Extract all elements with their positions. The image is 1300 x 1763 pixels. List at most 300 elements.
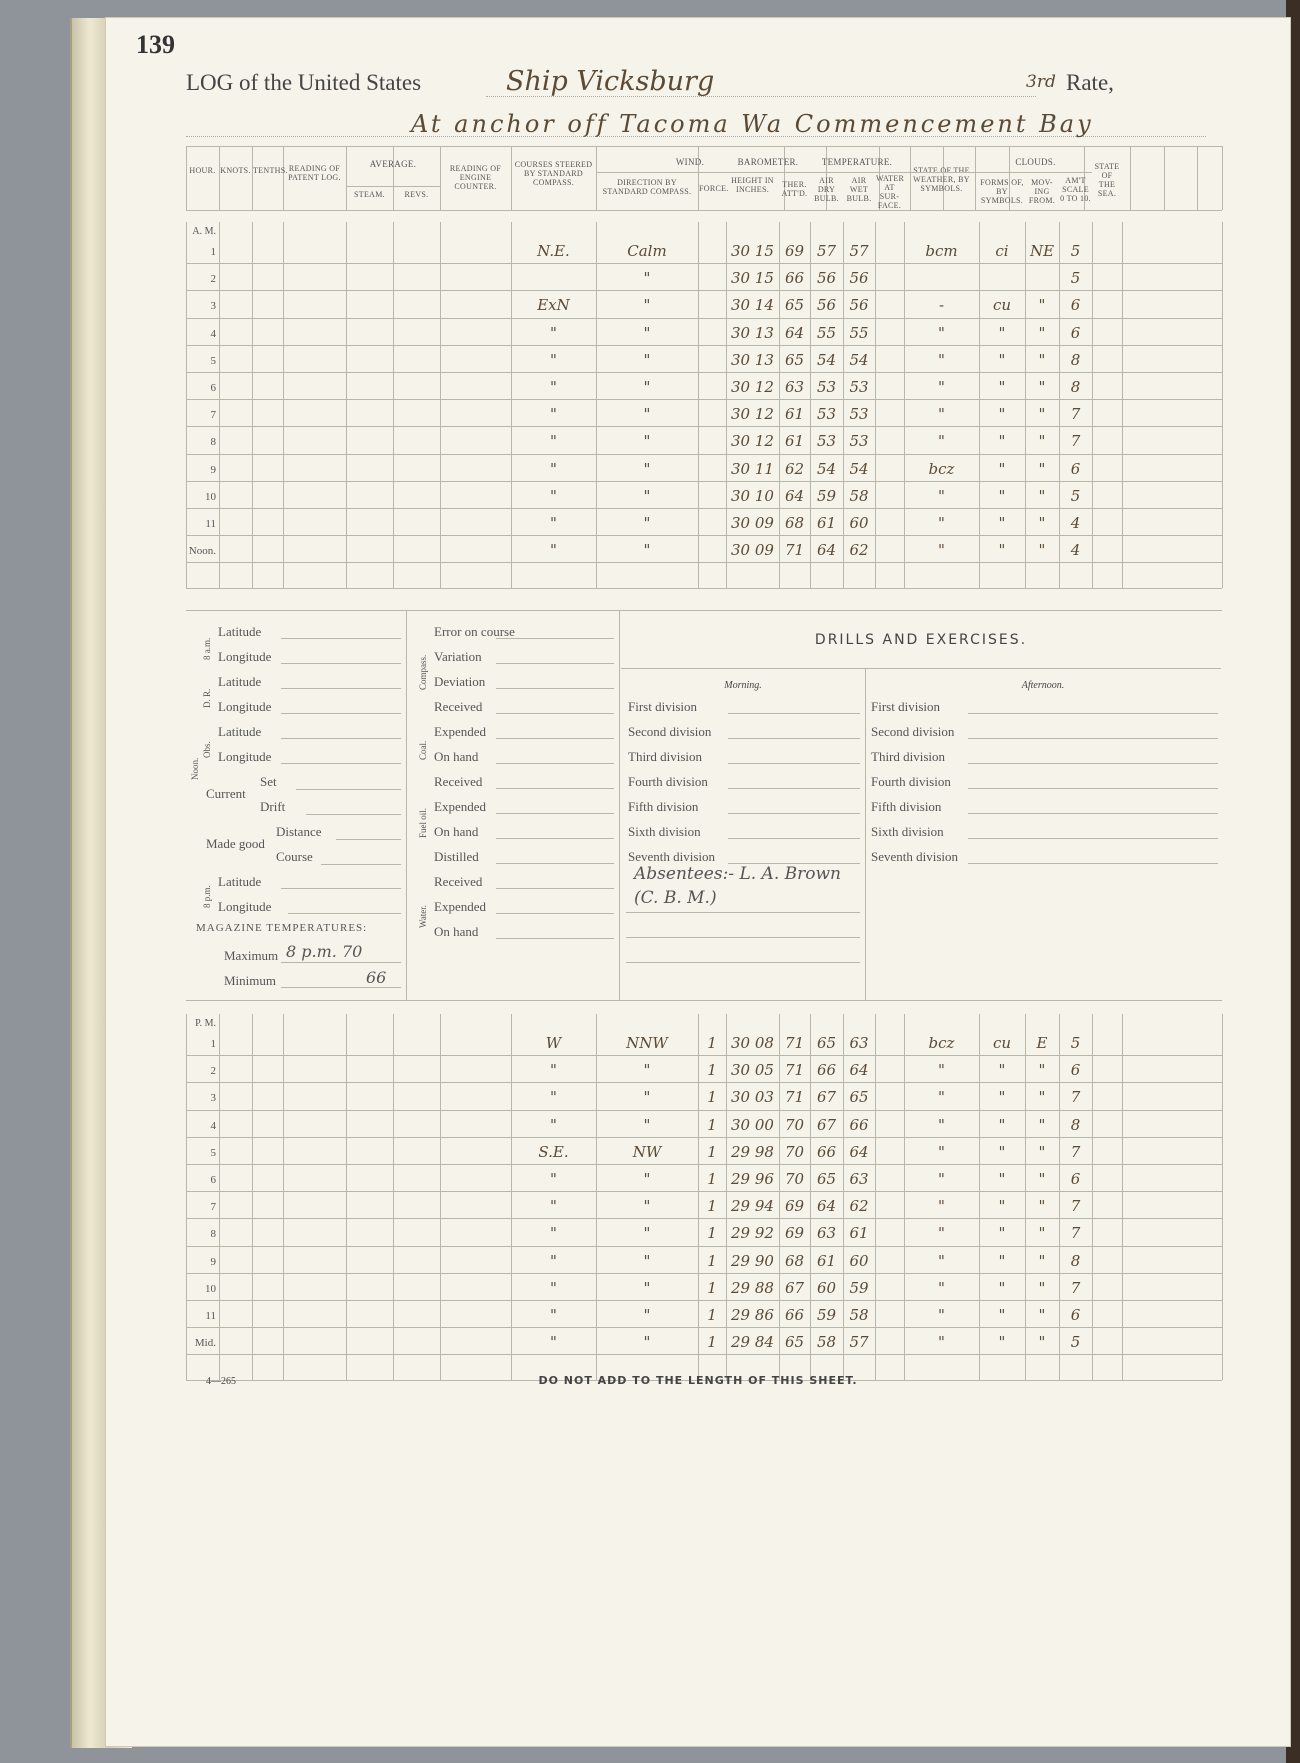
- pm-weather-cell: ": [938, 1306, 945, 1324]
- am-baro-cell: 30 12: [731, 432, 774, 451]
- length-notice: DO NOT ADD TO THE LENGTH OF THIS SHEET.: [538, 1374, 858, 1387]
- header-wind-direction: DIRECTION BY STANDARD COMPASS.: [602, 178, 692, 196]
- row-rule: [186, 1055, 1222, 1056]
- row-rule: [186, 399, 1222, 400]
- ship-name: Ship Vicksburg: [506, 66, 715, 97]
- pm-ther-cell: 71: [784, 1061, 805, 1080]
- pm-wet-cell: 58: [849, 1306, 869, 1324]
- header-temperature: TEMPERATURE.: [821, 157, 893, 167]
- pm-wind-cell: ": [643, 1251, 651, 1270]
- pm-force-cell: 1: [707, 1306, 717, 1324]
- am-moving-cell: ": [1038, 350, 1046, 369]
- pm-weather-cell: ": [938, 1224, 945, 1243]
- am-ther-cell: 65: [784, 350, 805, 369]
- hour-cell: 9: [210, 463, 216, 476]
- group-noon: Noon.: [190, 757, 200, 780]
- row-rule: [186, 562, 1222, 563]
- am-baro-cell: 30 14: [731, 296, 774, 315]
- pm-dry-cell: 65: [816, 1170, 837, 1188]
- pm-baro-cell: 30 08: [731, 1034, 774, 1052]
- am-forms-cell: ": [998, 405, 1006, 424]
- pm-force-cell: 1: [707, 1142, 717, 1161]
- row-rule: [186, 508, 1222, 509]
- magazine-min-value: 66: [366, 968, 387, 987]
- pm-forms-cell: ": [998, 1061, 1006, 1080]
- am-wet-cell: 62: [849, 541, 869, 560]
- am-baro-cell: 30 09: [731, 541, 774, 560]
- am-amt-cell: 6: [1070, 296, 1081, 315]
- hour-cell: 7: [210, 409, 216, 422]
- position-longitude: Longitude: [218, 649, 272, 664]
- am-amt-cell: 8: [1070, 378, 1081, 396]
- pm-moving-cell: ": [1038, 1061, 1046, 1080]
- row-rule: [186, 345, 1222, 346]
- row-rule: [186, 1191, 1222, 1192]
- row-rule: [186, 1137, 1222, 1138]
- compass-error: Error on course: [434, 624, 515, 639]
- magazine-max-value: 8 p.m. 70: [286, 942, 363, 961]
- division-line: [728, 738, 860, 739]
- ruled-line: [296, 789, 401, 790]
- magazine-minimum: Minimum: [224, 973, 277, 988]
- position-latitude: Latitude: [218, 674, 262, 689]
- pm-force-cell: 1: [707, 1115, 717, 1134]
- pm-wind-cell: NNW: [626, 1034, 668, 1052]
- am-dry-cell: 54: [816, 350, 837, 369]
- pm-course-cell: ": [550, 1197, 557, 1216]
- am-wind-cell: ": [643, 269, 651, 288]
- ruled-line: [281, 962, 401, 963]
- row-rule: [186, 263, 1222, 264]
- pm-baro-cell: 29 96: [731, 1170, 774, 1188]
- pm-dry-cell: 66: [816, 1142, 837, 1161]
- row-rule: [186, 1327, 1222, 1328]
- compass-on-hand: On hand: [434, 924, 479, 939]
- pm-wet-cell: 59: [849, 1278, 869, 1297]
- hour-cell: 8: [210, 1228, 216, 1241]
- ruled-line: [281, 987, 401, 988]
- row-rule: [186, 1354, 1222, 1355]
- am-baro-cell: 30 10: [731, 486, 774, 505]
- hour-cell: 3: [210, 300, 216, 313]
- column-line: [1130, 146, 1131, 210]
- position-latitude: Latitude: [218, 624, 262, 639]
- am-wet-cell: 53: [849, 405, 869, 424]
- compass-expended: Expended: [434, 724, 486, 739]
- row-rule: [186, 1218, 1222, 1219]
- header-patent-log: READING OF PATENT LOG.: [288, 164, 341, 182]
- row-rule: [186, 290, 1222, 291]
- am-forms-cell: ": [998, 486, 1006, 505]
- am-amt-cell: 4: [1070, 514, 1081, 532]
- header-steam: STEAM.: [354, 190, 385, 199]
- header-revs: REVS.: [404, 190, 429, 199]
- pm-force-cell: 1: [707, 1170, 717, 1188]
- afternoon-division: Second division: [871, 724, 955, 739]
- pm-ther-cell: 71: [784, 1088, 805, 1107]
- hour-cell: 10: [205, 1282, 216, 1295]
- drills-morning: Morning.: [724, 680, 762, 691]
- pm-dry-cell: 63: [816, 1224, 837, 1243]
- row-rule: [186, 1164, 1222, 1165]
- morning-division: Fourth division: [628, 774, 708, 789]
- compass-line: [496, 663, 614, 664]
- ruled-line: [306, 814, 401, 815]
- am-ther-cell: 61: [784, 405, 805, 424]
- pm-wind-cell: NW: [632, 1142, 662, 1161]
- afternoon-division: Fourth division: [871, 774, 951, 789]
- current-label: Current: [206, 786, 246, 801]
- row-rule: [186, 1300, 1222, 1301]
- am-baro-cell: 30 15: [731, 242, 774, 260]
- am-forms-cell: ": [998, 378, 1006, 396]
- am-wind-cell: ": [643, 432, 651, 451]
- am-dry-cell: 55: [816, 323, 837, 342]
- group-obs: Obs.: [202, 741, 212, 758]
- division-line: [968, 738, 1218, 739]
- am-dry-cell: 56: [816, 269, 837, 288]
- am-wind-cell: ": [643, 459, 651, 478]
- am-course-cell: ExN: [537, 296, 570, 315]
- pm-dry-cell: 58: [816, 1333, 837, 1352]
- am-forms-cell: ci: [995, 242, 1009, 260]
- hour-cell: 3: [210, 1092, 216, 1105]
- am-wet-cell: 57: [849, 242, 869, 260]
- division-line: [968, 813, 1218, 814]
- am-dry-cell: 53: [816, 405, 837, 424]
- pm-baro-cell: 29 90: [731, 1251, 774, 1270]
- column-line: [219, 146, 220, 210]
- group-8am: 8 a.m.: [202, 637, 212, 660]
- pm-moving-cell: ": [1038, 1197, 1046, 1216]
- absentees-rate: (C. B. M.): [634, 888, 717, 908]
- pm-weather-cell: ": [938, 1088, 945, 1107]
- pm-wind-cell: ": [643, 1170, 651, 1188]
- am-baro-cell: 30 15: [731, 269, 774, 288]
- am-weather-cell: ": [938, 405, 945, 424]
- row-rule: [186, 481, 1222, 482]
- ruled-line: [626, 962, 860, 963]
- pm-wet-cell: 60: [849, 1251, 869, 1270]
- am-ther-cell: 65: [784, 296, 805, 315]
- pm-latitude: Latitude: [218, 874, 262, 889]
- pm-weather-cell: ": [938, 1061, 945, 1080]
- pm-baro-cell: 29 94: [731, 1197, 774, 1216]
- compass-received: Received: [434, 874, 483, 889]
- am-amt-cell: 5: [1070, 486, 1081, 505]
- column-line: [393, 146, 394, 210]
- magazine-label: MAGAZINE TEMPERATURES:: [196, 922, 368, 934]
- pm-wet-cell: 64: [849, 1142, 869, 1161]
- am-course-cell: ": [550, 378, 557, 396]
- am-course-cell: ": [550, 405, 557, 424]
- am-weather-cell: bcz: [928, 459, 955, 478]
- position-longitude: Longitude: [218, 749, 272, 764]
- header-baro-height: HEIGHT IN INCHES.: [731, 176, 774, 194]
- am-ther-cell: 62: [784, 459, 805, 478]
- hour-cell: 4: [210, 327, 216, 340]
- header-cloud-moving: MOV-ING FROM.: [1028, 178, 1056, 205]
- pm-moving-cell: ": [1038, 1278, 1046, 1297]
- am-wind-cell: Calm: [627, 242, 667, 260]
- am-wet-cell: 54: [849, 350, 869, 369]
- made-good-distance: Distance: [276, 824, 322, 839]
- ruled-line: [321, 864, 401, 865]
- compass-on-hand: On hand: [434, 824, 479, 839]
- division-line: [968, 863, 1218, 864]
- am-wet-cell: 60: [849, 514, 869, 532]
- division-line: [968, 763, 1218, 764]
- pm-amt-cell: 8: [1070, 1115, 1081, 1134]
- am-ther-cell: 71: [784, 541, 805, 560]
- pm-dry-cell: 65: [816, 1034, 837, 1052]
- current-set: Set: [260, 774, 277, 789]
- pm-baro-cell: 29 84: [731, 1333, 774, 1352]
- header-courses: COURSES STEERED BY STANDARD COMPASS.: [514, 160, 593, 187]
- am-amt-cell: 6: [1070, 323, 1081, 342]
- compass-variation: Variation: [434, 649, 482, 664]
- compass-line: [496, 838, 614, 839]
- afternoon-division: Sixth division: [871, 824, 944, 839]
- column-line: [346, 146, 347, 210]
- am-amt-cell: 6: [1070, 459, 1081, 478]
- morning-division: First division: [628, 699, 697, 714]
- am-dry-cell: 61: [816, 514, 837, 532]
- am-moving-cell: ": [1038, 486, 1046, 505]
- position-line: [281, 763, 401, 764]
- am-moving-cell: ": [1038, 323, 1046, 342]
- location-line: At anchor off Tacoma Wa Commencement Bay: [411, 110, 1094, 138]
- pm-ther-cell: 67: [784, 1278, 805, 1297]
- position-longitude: Longitude: [218, 699, 272, 714]
- am-wind-cell: ": [643, 350, 651, 369]
- pm-moving-cell: ": [1038, 1224, 1046, 1243]
- hour-cell: 8: [210, 436, 216, 449]
- header-air-wet: AIR WET BULB.: [846, 176, 872, 203]
- position-line: [281, 688, 401, 689]
- am-weather-cell: ": [938, 432, 945, 451]
- row-rule: [186, 1246, 1222, 1247]
- pm-forms-cell: ": [998, 1142, 1006, 1161]
- group-fuel-oil: Fuel oil.: [418, 807, 428, 838]
- am-baro-cell: 30 09: [731, 514, 774, 532]
- pm-ther-cell: 69: [784, 1197, 805, 1216]
- row-rule: [186, 1110, 1222, 1111]
- period-label: P. M.: [195, 1018, 216, 1029]
- am-weather-cell: bcm: [925, 242, 958, 260]
- hour-cell: Mid.: [194, 1337, 216, 1350]
- pm-forms-cell: ": [998, 1115, 1006, 1134]
- header-cloud-forms: FORMS OF, BY SYMBOLS.: [980, 178, 1024, 205]
- hour-cell: 4: [210, 1119, 216, 1132]
- hour-cell: 9: [210, 1255, 216, 1268]
- pm-wet-cell: 63: [849, 1170, 869, 1188]
- mid-top-rule: [186, 610, 1222, 611]
- pm-ther-cell: 71: [784, 1034, 805, 1052]
- form-number: 4—265: [206, 1376, 236, 1387]
- pm-force-cell: 1: [707, 1224, 717, 1243]
- hour-cell: 1: [210, 246, 216, 258]
- am-ther-cell: 61: [784, 432, 805, 451]
- position-line: [281, 638, 401, 639]
- compass-line: [496, 788, 614, 789]
- afternoon-division: Seventh division: [871, 849, 959, 864]
- am-forms-cell: ": [998, 323, 1006, 342]
- header-hour: HOUR.: [189, 166, 216, 175]
- compass-line: [496, 863, 614, 864]
- am-wet-cell: 56: [849, 269, 869, 288]
- am-dry-cell: 53: [816, 378, 837, 396]
- hour-cell: 11: [205, 518, 216, 530]
- am-weather-cell: ": [938, 323, 945, 342]
- log-title-prefix: LOG of the United States: [186, 70, 422, 95]
- hour-cell: 7: [210, 1201, 216, 1214]
- header-tenths: TENTHS.: [253, 166, 288, 175]
- pm-wind-cell: ": [643, 1197, 651, 1216]
- pm-force-cell: 1: [707, 1197, 717, 1216]
- group-dr: D. R.: [202, 688, 212, 708]
- hour-cell: 5: [210, 354, 216, 367]
- division-line: [728, 713, 860, 714]
- pm-forms-cell: ": [998, 1197, 1006, 1216]
- compass-distilled: Distilled: [434, 849, 479, 864]
- baro-temp-sub-rule: [726, 172, 1092, 173]
- header-air-dry: AIR DRY BULB.: [814, 176, 839, 203]
- drills-divider: [865, 668, 866, 1000]
- pm-wet-cell: 64: [849, 1061, 869, 1080]
- pm-wind-cell: ": [643, 1115, 651, 1134]
- wind-sub-rule: [596, 172, 726, 173]
- am-dry-cell: 53: [816, 432, 837, 451]
- pm-moving-cell: ": [1038, 1142, 1046, 1161]
- pm-amt-cell: 6: [1070, 1306, 1081, 1324]
- am-dry-cell: 54: [816, 459, 837, 478]
- rate-value: 3rd: [1026, 72, 1056, 92]
- am-ther-cell: 66: [784, 269, 805, 288]
- am-wet-cell: 54: [849, 459, 869, 478]
- pm-amt-cell: 7: [1070, 1278, 1081, 1297]
- hour-cell: 6: [210, 1174, 216, 1186]
- am-wind-cell: ": [643, 541, 651, 560]
- am-forms-cell: ": [998, 432, 1006, 451]
- average-sub-rule: [346, 186, 440, 187]
- pm-course-cell: ": [550, 1333, 557, 1352]
- division-line: [728, 788, 860, 789]
- header-clouds: CLOUDS.: [1015, 157, 1056, 167]
- am-amt-cell: 4: [1070, 541, 1081, 560]
- am-wind-cell: ": [643, 486, 651, 505]
- pm-wet-cell: 66: [849, 1115, 869, 1134]
- pm-amt-cell: 7: [1070, 1088, 1081, 1107]
- am-weather-cell: ": [938, 541, 945, 560]
- compass-line: [496, 638, 614, 639]
- am-amt-cell: 5: [1070, 242, 1081, 260]
- am-baro-cell: 30 12: [731, 405, 774, 424]
- am-amt-cell: 8: [1070, 350, 1081, 369]
- am-ther-cell: 69: [784, 242, 805, 260]
- mid-divider-2: [619, 610, 620, 1000]
- hour-cell: 2: [210, 1065, 216, 1078]
- position-line: [281, 738, 401, 739]
- am-forms-cell: cu: [992, 296, 1012, 315]
- pm-wet-cell: 65: [849, 1088, 869, 1107]
- am-dry-cell: 59: [816, 486, 837, 505]
- row-rule: [186, 1082, 1222, 1083]
- pm-dry-cell: 61: [816, 1251, 837, 1270]
- am-ther-cell: 64: [784, 323, 805, 342]
- position-line: [281, 713, 401, 714]
- mid-divider-1: [406, 610, 407, 1000]
- compass-line: [496, 888, 614, 889]
- pm-weather-cell: bcz: [928, 1034, 955, 1052]
- row-rule: [186, 454, 1222, 455]
- hour-cell: 11: [205, 1310, 216, 1322]
- current-drift: Drift: [260, 799, 286, 814]
- am-wet-cell: 53: [849, 432, 869, 451]
- pm-course-cell: ": [550, 1306, 557, 1324]
- pm-forms-cell: ": [998, 1306, 1006, 1324]
- header-knots: KNOTS.: [220, 166, 251, 175]
- pm-amt-cell: 5: [1070, 1333, 1081, 1352]
- am-baro-cell: 30 13: [731, 350, 774, 369]
- pm-course-cell: ": [550, 1278, 557, 1297]
- hour-cell: Noon.: [188, 545, 216, 558]
- am-forms-cell: ": [998, 514, 1006, 532]
- compass-line: [496, 713, 614, 714]
- pm-wet-cell: 57: [849, 1333, 869, 1352]
- am-moving-cell: NE: [1029, 242, 1055, 260]
- am-dry-cell: 57: [816, 242, 837, 260]
- pm-ther-cell: 70: [784, 1170, 805, 1188]
- hour-cell: 2: [210, 273, 216, 286]
- pm-forms-cell: ": [998, 1088, 1006, 1107]
- pm-force-cell: 1: [707, 1278, 717, 1297]
- compass-on-hand: On hand: [434, 749, 479, 764]
- header-wind: WIND.: [675, 157, 705, 167]
- pm-wet-cell: 63: [849, 1034, 869, 1052]
- pm-force-cell: 1: [707, 1034, 717, 1052]
- am-dry-cell: 56: [816, 296, 837, 315]
- pm-amt-cell: 5: [1070, 1034, 1081, 1052]
- pm-course-cell: ": [550, 1115, 557, 1134]
- compass-received: Received: [434, 774, 483, 789]
- row-rule: [186, 535, 1222, 536]
- pm-baro-cell: 29 92: [731, 1224, 774, 1243]
- header-cloud-amount: AM'T SCALE 0 TO 10.: [1060, 176, 1091, 203]
- am-weather-cell: ": [938, 514, 945, 532]
- pm-longitude: Longitude: [218, 899, 272, 914]
- pm-dry-cell: 59: [816, 1306, 837, 1324]
- pm-force-cell: 1: [707, 1333, 717, 1352]
- mid-bottom-rule: [186, 1000, 1222, 1001]
- header-baro-ther: THER. ATT'D.: [781, 180, 808, 198]
- am-ther-cell: 68: [784, 514, 805, 532]
- pm-wind-cell: ": [643, 1306, 651, 1324]
- pm-ther-cell: 66: [784, 1306, 805, 1324]
- compass-received: Received: [434, 699, 483, 714]
- pm-moving-cell: ": [1038, 1088, 1046, 1107]
- compass-line: [496, 688, 614, 689]
- am-wind-cell: ": [643, 514, 651, 532]
- am-wind-cell: ": [643, 296, 651, 315]
- compass-line: [496, 763, 614, 764]
- pm-amt-cell: 7: [1070, 1142, 1081, 1161]
- am-moving-cell: ": [1038, 514, 1046, 532]
- pm-ther-cell: 70: [784, 1142, 805, 1161]
- pm-wind-cell: ": [643, 1224, 651, 1243]
- compass-line: [496, 913, 614, 914]
- pm-wet-cell: 61: [849, 1224, 869, 1243]
